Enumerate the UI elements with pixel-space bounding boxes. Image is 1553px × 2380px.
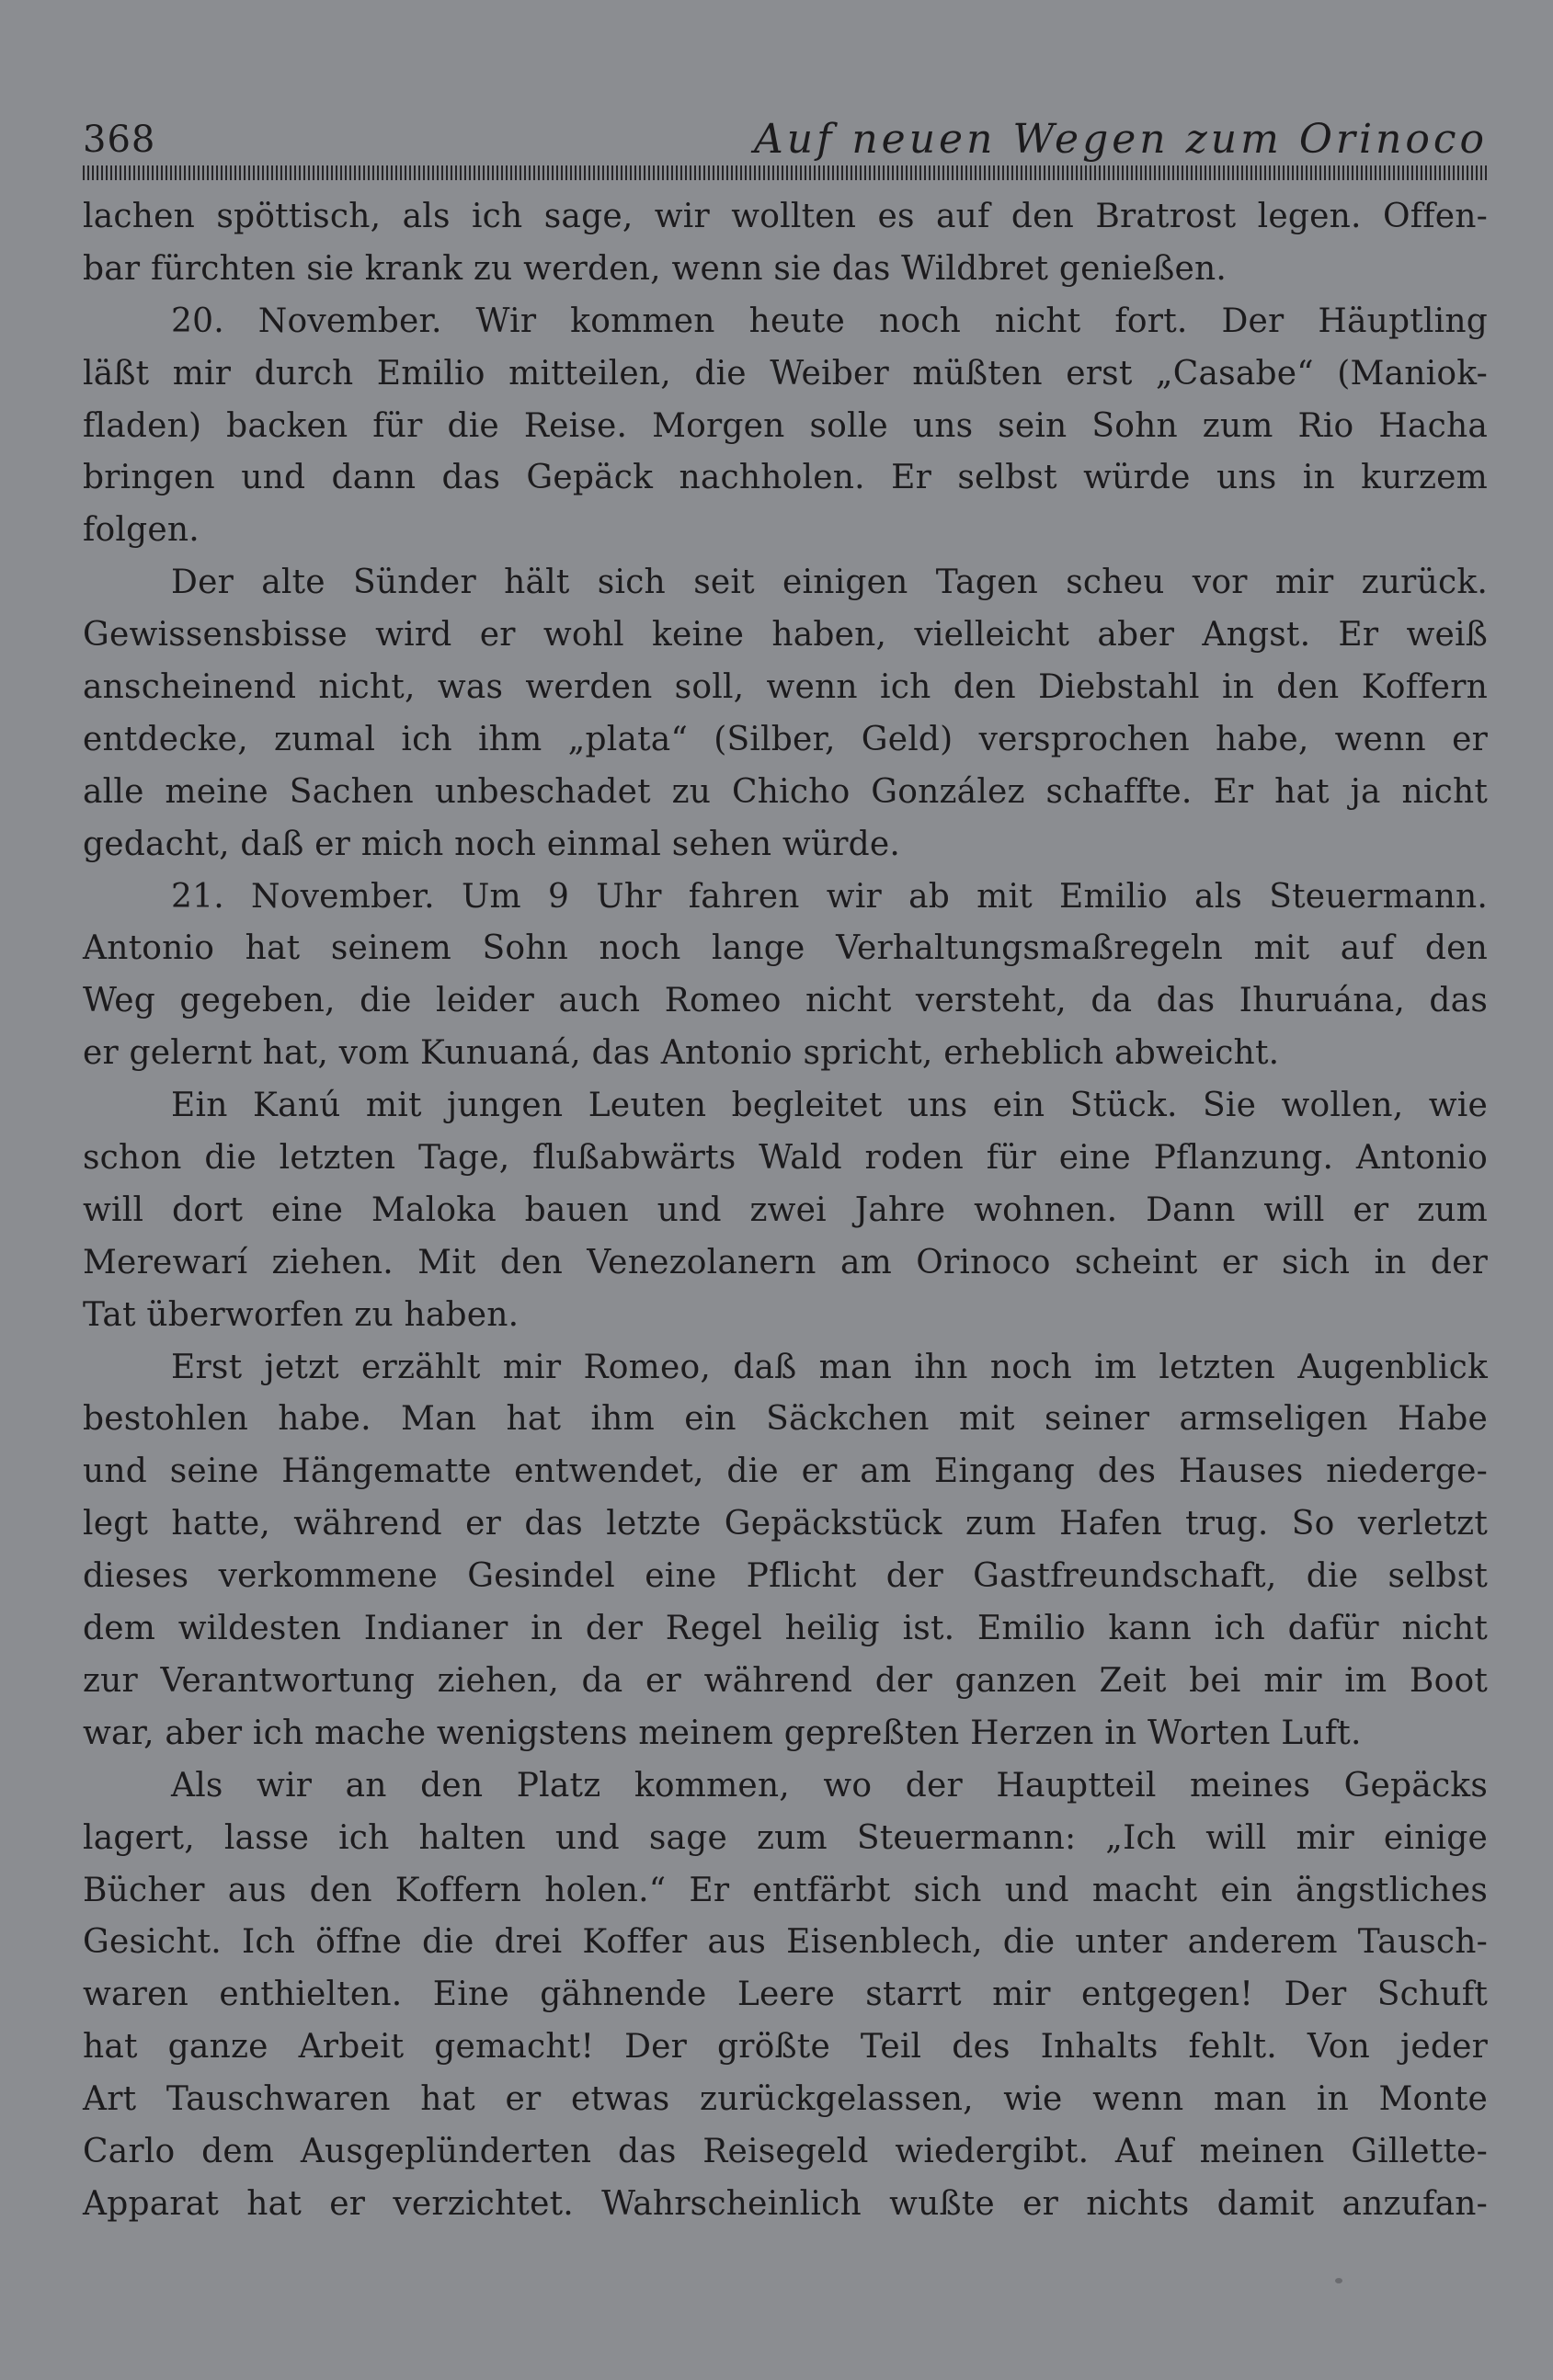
text-line: Merewarí ziehen. Mit den Venezolanern am Orinoco scheint er sich in der	[83, 1243, 1488, 1281]
text-line: Tat überworfen zu haben.	[83, 1295, 520, 1334]
text-line: bringen und dann das Gepäck nachholen. Er selbst würde uns in kurzem	[83, 459, 1488, 497]
text-line: er gelernt hat, vom Kunuaná, das Antonio spricht, erheblich abweicht.	[83, 1034, 1280, 1073]
text-line: bestohlen habe. Man hat ihm ein Säckchen mit seiner armseligen Habe	[83, 1400, 1488, 1439]
text-line: Erst jetzt erzählt mir Romeo, daß man ihn noch im letzten Augenblick	[171, 1348, 1488, 1386]
page-header	[83, 112, 1488, 169]
text-line: lachen spöttisch, als ich sage, wir wollten es auf den Bratrost legen. Offen-	[83, 198, 1488, 235]
header-rule	[83, 165, 1488, 180]
text-line: hat ganze Arbeit gemacht! Der größte Teil des Inhalts fehlt. Von jeder	[83, 2028, 1488, 2067]
text-line: gedacht, daß er mich noch einmal sehen würde.	[83, 825, 901, 863]
text-line: und seine Hängematte entwendet, die er am Eingang des Hauses niederge-	[83, 1452, 1488, 1491]
text-line: will dort eine Maloka bauen und zwei Jahre wohnen. Dann will er zum	[83, 1190, 1488, 1229]
text-line: Antonio hat seinem Sohn noch lange Verhaltungsmaßregeln mit auf den	[83, 929, 1488, 968]
text-line: waren enthielten. Eine gähnende Leere starrt mir entgegen! Der Schuft	[83, 1976, 1488, 2014]
text-line: anscheinend nicht, was werden soll, wenn ich den Diebstahl in den Koffern	[83, 668, 1488, 707]
text-line: 20. November. Wir kommen heute noch nicht fort. Der Häuptling	[171, 302, 1488, 340]
text-line: war, aber ich mache wenigstens meinem gepreßten Herzen in Worten Luft.	[83, 1714, 1362, 1752]
page-number: 368	[83, 119, 156, 161]
text-line: Als wir an den Platz kommen, wo der Hauptteil meines Gepäcks	[171, 1766, 1488, 1805]
text-line: bar fürchten sie krank zu werden, wenn sie das Wildbret genießen.	[83, 249, 1227, 288]
text-line: Der alte Sünder hält sich seit einigen Tagen scheu vor mir zurück.	[171, 564, 1488, 602]
text-line: 21. November. Um 9 Uhr fahren wir ab mit Emilio als Steuermann.	[171, 877, 1488, 916]
text-line: läßt mir durch Emilio mitteilen, die Weiber müßten erst „Casabe“ (Maniok-	[83, 354, 1488, 393]
running-title: Auf neuen Wegen zum Orinoco	[753, 116, 1488, 163]
text-line: dieses verkommene Gesindel eine Pflicht der Gastfreundschaft, die selbst	[83, 1557, 1488, 1596]
text-line: fladen) backen für die Reise. Morgen solle uns sein Sohn zum Rio Hacha	[83, 406, 1488, 445]
text-line: Weg gegeben, die leider auch Romeo nicht versteht, da das Ihuruána, das	[83, 982, 1488, 1020]
paper-speck	[1335, 2278, 1342, 2283]
text-line: legt hatte, während er das letzte Gepäckstück zum Hafen trug. So verletzt	[83, 1505, 1488, 1543]
text-line: folgen.	[83, 511, 200, 550]
text-line: schon die letzten Tage, flußabwärts Wald roden für eine Pflanzung. Antonio	[83, 1139, 1488, 1178]
text-line: Carlo dem Ausgeplünderten das Reisegeld wiedergibt. Auf meinen Gillette-	[83, 2132, 1488, 2170]
text-line: lagert, lasse ich halten und sage zum Steuermann: „Ich will mir einige	[83, 1818, 1488, 1857]
text-line: entdecke, zumal ich ihm „plata“ (Silber, Geld) versprochen habe, wenn er	[83, 720, 1488, 758]
text-line: Gesicht. Ich öffne die drei Koffer aus Eisenblech, die unter anderem Tausch-	[83, 1923, 1488, 1962]
text-line: Art Tauschwaren hat er etwas zurückgelassen, wie wenn man in Monte	[83, 2080, 1488, 2119]
text-line: Gewissensbisse wird er wohl keine haben, vielleicht aber Angst. Er weiß	[83, 616, 1488, 655]
text-line: zur Verantwortung ziehen, da er während der ganzen Zeit bei mir im Boot	[83, 1661, 1488, 1700]
text-line: alle meine Sachen unbeschadet zu Chicho González schaffte. Er hat ja nicht	[83, 772, 1488, 811]
text-line: dem wildesten Indianer in der Regel heilig ist. Emilio kann ich dafür nicht	[83, 1610, 1488, 1648]
text-line: Apparat hat er verzichtet. Wahrscheinlich wußte er nichts damit anzufan-	[83, 2184, 1488, 2223]
body-text	[83, 191, 1488, 2231]
text-line: Ein Kanú mit jungen Leuten begleitet uns ein Stück. Sie wollen, wie	[171, 1087, 1488, 1125]
text-line: Bücher aus den Koffern holen.“ Er entfärbt sich und macht ein ängstliches	[83, 1871, 1488, 1909]
